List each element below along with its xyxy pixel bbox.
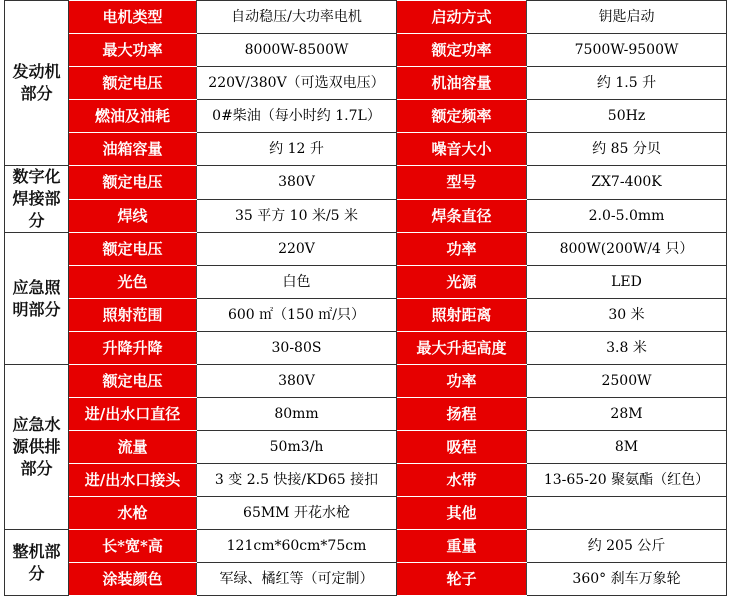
spec-value: 2500W (527, 365, 727, 398)
spec-value (527, 497, 727, 530)
spec-value: 30 米 (527, 299, 727, 332)
spec-label: 水带 (397, 464, 527, 497)
spec-label: 其他 (397, 497, 527, 530)
table-row (5, 233, 727, 266)
spec-label: 油箱容量 (69, 133, 197, 166)
spec-value: 50Hz (527, 100, 727, 133)
spec-value: 0#柴油（每小时约 1.7L） (197, 100, 397, 133)
spec-label: 照射距离 (397, 299, 527, 332)
spec-label: 额定电压 (69, 233, 197, 266)
table-row (5, 266, 727, 299)
spec-label: 焊条直径 (397, 199, 527, 233)
spec-label: 长*宽*高 (69, 530, 197, 563)
section-title: 整机部分 (5, 530, 69, 596)
section-title: 数字化焊接部分 (5, 166, 69, 233)
spec-value: 50m3/h (197, 431, 397, 464)
spec-label: 最大功率 (69, 34, 197, 67)
spec-label: 扬程 (397, 398, 527, 431)
spec-value: 360° 刹车万象轮 (527, 563, 727, 596)
table-row (5, 431, 727, 464)
table-row (5, 464, 727, 497)
spec-value: 2.0-5.0mm (527, 199, 727, 233)
spec-label: 燃油及油耗 (69, 100, 197, 133)
spec-table (4, 0, 727, 596)
table-row (5, 67, 727, 100)
spec-label: 额定频率 (397, 100, 527, 133)
spec-label: 进/出水口直径 (69, 398, 197, 431)
spec-value: 军绿、橘红等（可定制） (197, 563, 397, 596)
spec-table-body (5, 1, 727, 596)
table-row (5, 497, 727, 530)
spec-value: LED (527, 266, 727, 299)
spec-label: 额定电压 (69, 365, 197, 398)
table-row (5, 133, 727, 166)
spec-label: 进/出水口接头 (69, 464, 197, 497)
spec-label: 光色 (69, 266, 197, 299)
spec-value: 约 205 公斤 (527, 530, 727, 563)
spec-label: 噪音大小 (397, 133, 527, 166)
spec-value: 约 1.5 升 (527, 67, 727, 100)
section-title: 发动机部分 (5, 1, 69, 166)
spec-label: 型号 (397, 166, 527, 200)
spec-value: 钥匙启动 (527, 1, 727, 34)
spec-value: 28M (527, 398, 727, 431)
spec-label: 吸程 (397, 431, 527, 464)
spec-value: 约 85 分贝 (527, 133, 727, 166)
spec-value: 3 变 2.5 快接/KD65 接扣 (197, 464, 397, 497)
table-row (5, 332, 727, 365)
spec-label: 功率 (397, 365, 527, 398)
table-row (5, 100, 727, 133)
spec-value: 白色 (197, 266, 397, 299)
spec-label: 重量 (397, 530, 527, 563)
spec-value: 380V (197, 166, 397, 200)
spec-value: 约 12 升 (197, 133, 397, 166)
spec-value: 220V (197, 233, 397, 266)
spec-value: 35 平方 10 米/5 米 (197, 199, 397, 233)
table-row (5, 199, 727, 233)
spec-value: 121cm*60cm*75cm (197, 530, 397, 563)
spec-label: 额定电压 (69, 67, 197, 100)
spec-label: 焊线 (69, 199, 197, 233)
table-row (5, 563, 727, 596)
section-title: 应急水源供排部分 (5, 365, 69, 530)
spec-label: 流量 (69, 431, 197, 464)
spec-label: 涂装颜色 (69, 563, 197, 596)
spec-label: 最大升起高度 (397, 332, 527, 365)
spec-label: 额定功率 (397, 34, 527, 67)
spec-label: 启动方式 (397, 1, 527, 34)
table-row (5, 1, 727, 34)
spec-value: 30-80S (197, 332, 397, 365)
spec-value: ZX7-400K (527, 166, 727, 200)
spec-value: 7500W-9500W (527, 34, 727, 67)
spec-label: 额定电压 (69, 166, 197, 200)
spec-label: 升降升降 (69, 332, 197, 365)
spec-value: 13-65-20 聚氨酯（红色） (527, 464, 727, 497)
spec-value: 80mm (197, 398, 397, 431)
table-row (5, 398, 727, 431)
spec-value: 380V (197, 365, 397, 398)
spec-value: 自动稳压/大功率电机 (197, 1, 397, 34)
spec-value: 800W(200W/4 只） (527, 233, 727, 266)
spec-value: 8M (527, 431, 727, 464)
spec-label: 轮子 (397, 563, 527, 596)
spec-label: 电机类型 (69, 1, 197, 34)
spec-label: 照射范围 (69, 299, 197, 332)
spec-value: 600 ㎡（150 ㎡/只） (197, 299, 397, 332)
section-title: 应急照明部分 (5, 233, 69, 365)
spec-label: 机油容量 (397, 67, 527, 100)
spec-label: 功率 (397, 233, 527, 266)
table-row (5, 166, 727, 200)
spec-label: 水枪 (69, 497, 197, 530)
table-row (5, 34, 727, 67)
spec-value: 8000W-8500W (197, 34, 397, 67)
spec-value: 65MM 开花水枪 (197, 497, 397, 530)
spec-value: 220V/380V（可选双电压） (197, 67, 397, 100)
spec-label: 光源 (397, 266, 527, 299)
spec-value: 3.8 米 (527, 332, 727, 365)
table-row (5, 299, 727, 332)
table-row (5, 530, 727, 563)
table-row (5, 365, 727, 398)
